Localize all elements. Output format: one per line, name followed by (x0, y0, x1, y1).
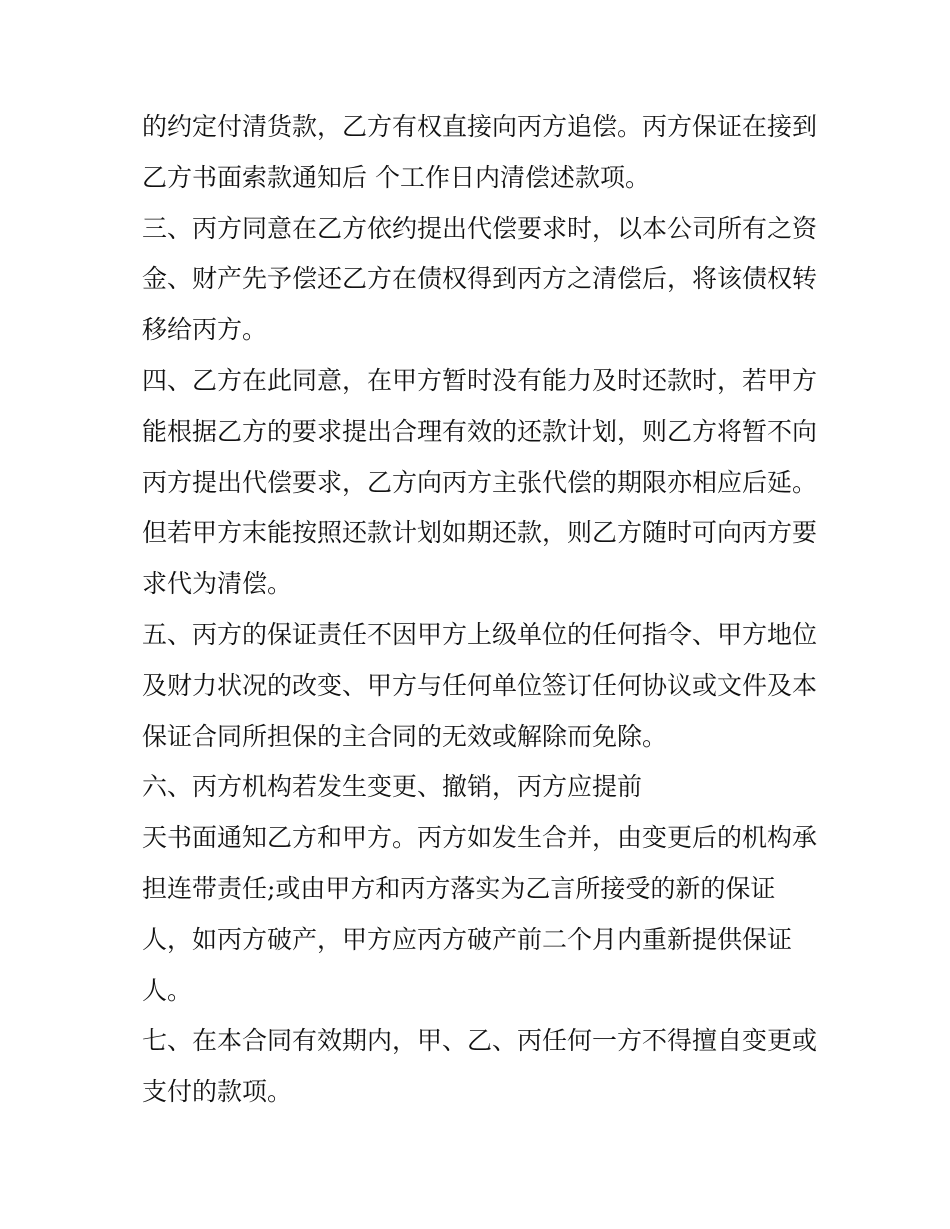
text-line: 五、丙方的保证责任不因甲方上级单位的任何指令、甲方地位 (142, 619, 818, 649)
text-line: 能根据乙方的要求提出合理有效的还款计划，则乙方将暂不向 (142, 416, 818, 446)
text-line: 但若甲方末能按照还款计划如期还款，则乙方随时可向丙方要 (142, 518, 818, 548)
text-line: 的约定付清货款，乙方有权直接向丙方追偿。丙方保证在接到 (142, 112, 818, 141)
text-line: 及财力状况的改变、甲方与任何单位签订任何协议或文件及本 (142, 670, 818, 700)
text-line: 四、乙方在此同意，在甲方暂时没有能力及时还款时，若甲方 (142, 365, 818, 395)
text-line: 求代为清偿。 (142, 569, 293, 599)
text-line: 乙方书面索款通知后 个工作日内清偿述款项。 (142, 162, 650, 192)
text-line: 金、财产先予偿还乙方在债权得到丙方之清偿后，将该债权转 (142, 264, 818, 294)
text-line: 支付的款项。 (142, 1077, 293, 1107)
text-line: 保证合同所担保的主合同的无效或解除而免除。 (142, 721, 668, 751)
text-line: 七、在本合同有效期内，甲、乙、丙任何一方不得擅自变更或 (142, 1026, 818, 1056)
text-line: 六、丙方机构若发生变更、撤销，丙方应提前 (142, 772, 643, 802)
text-line: 丙方提出代偿要求，乙方向丙方主张代偿的期限亦相应后延。 (142, 467, 818, 497)
text-line: 三、丙方同意在乙方依约提出代偿要求时，以本公司所有之资 (142, 213, 818, 243)
text-line: 天书面通知乙方和甲方。丙方如发生合并，由变更后的机构承 (142, 823, 818, 853)
text-line: 人，如丙方破产，甲方应丙方破产前二个月内重新提供保证 (142, 924, 793, 954)
text-line: 人。 (142, 975, 193, 1005)
document-body (142, 102, 822, 1118)
text-line: 移给丙方。 (142, 315, 268, 345)
text-line: 担连带责任;或由甲方和丙方落实为乙言所接受的新的保证 (142, 873, 776, 903)
